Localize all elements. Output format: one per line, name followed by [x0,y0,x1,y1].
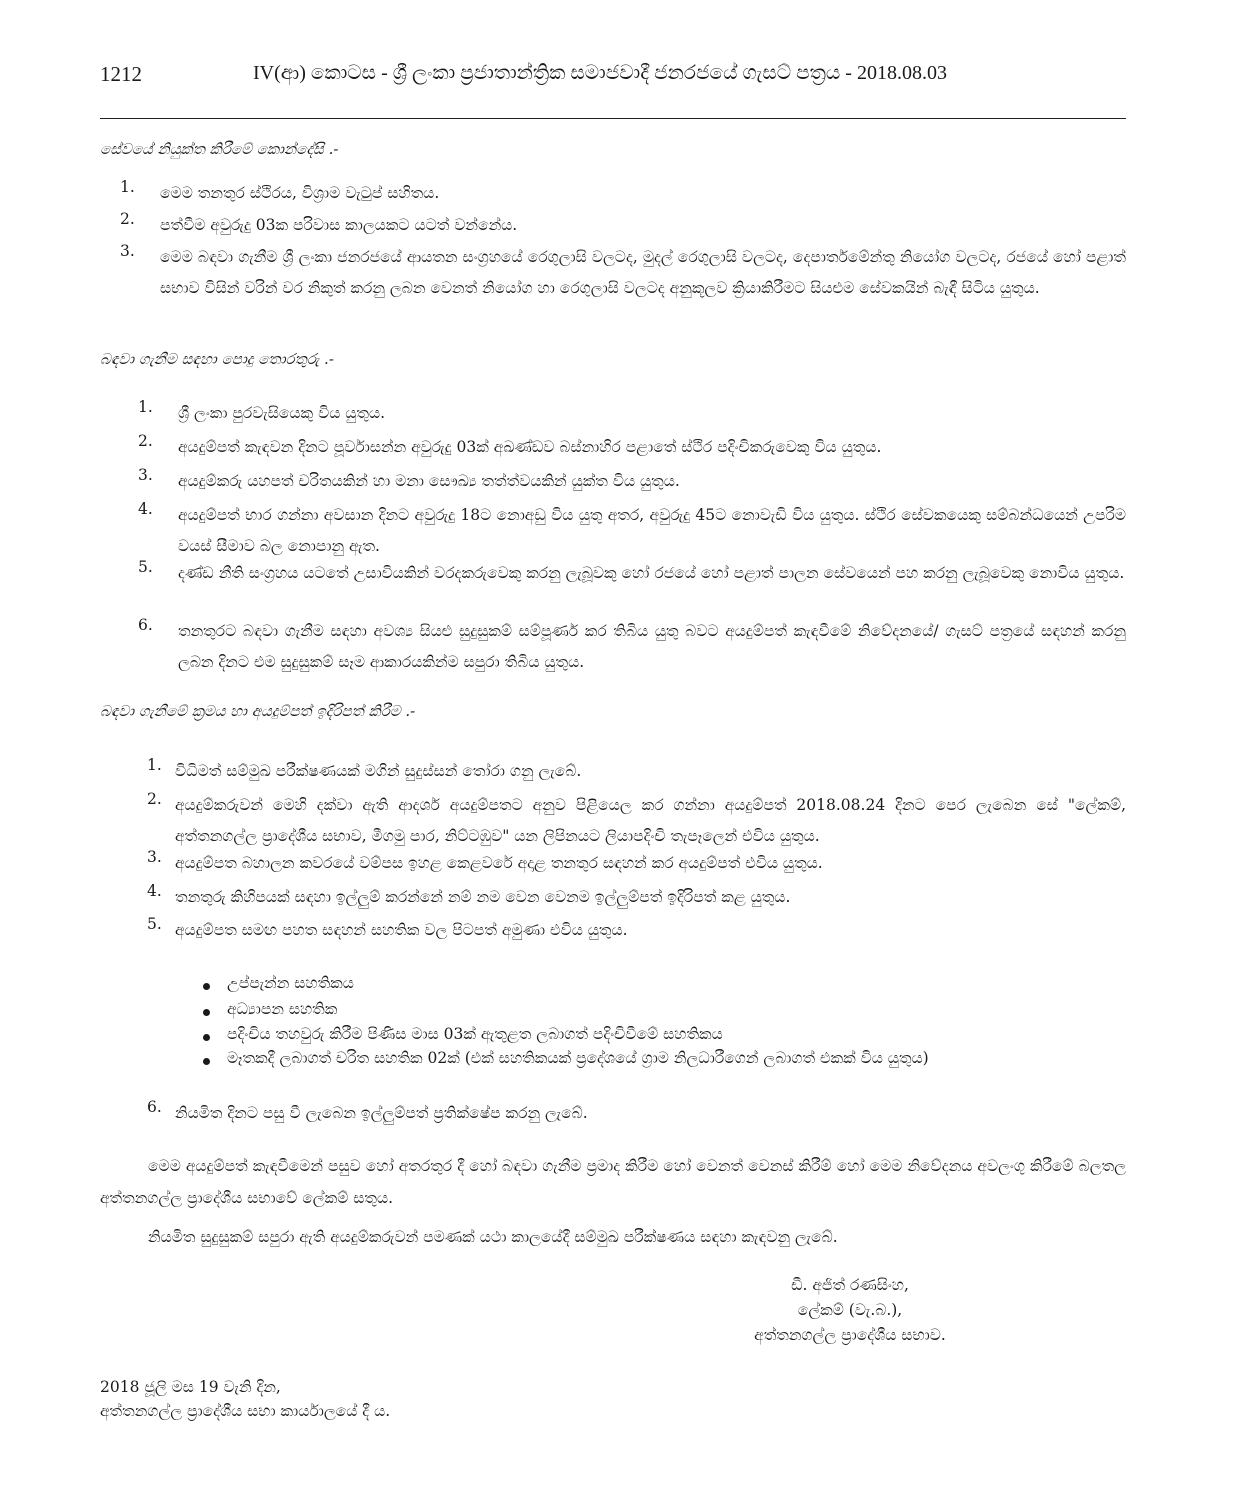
footer-place: අත්තනගල්ල ප්‍රාදේශීය සභා කාර්යාලයේ දී ය. [100,1402,391,1420]
item-number: 3. [138,466,153,484]
closing-paragraph: නියමිත සුදුසුකම් සපුරා ඇති අයදුම්කරුවන් පමණක් යථා කාලයේදී සම්මුඛ පරීක්ෂණය සඳහා කැඳවනු ලැබේ. [148,1228,838,1246]
item-text: නියමිත දිනට පසු වී ලැබෙන ඉල්ලුම්පත් ප්‍රතික්ෂේප කරනු ලැබේ. [175,1104,588,1122]
item-number: 2. [147,790,162,808]
item-number: 3. [120,242,135,260]
item-text: මෙම බඳවා ගැනීම ශ්‍රී ලංකා ජනරජයේ ආයතන සංග්‍රහයේ රෙගුලාසි වලටද, මුදල් රෙගුලාසි වලටද, දෙපාර්තමේන්තු නියෝග වලටද, රජයේ හෝ පළාත් සභාව විසින් වරින් වර නිකුත් කරනු ලබන වෙනත් නියෝග හා රෙගුලාසි වලටද අනුකූලව ක්‍රියාකිරීමට සියළුම සේවකයින් බැඳී සිටිය යුතුය. [160,248,1126,297]
item-number: 1. [120,178,135,196]
item-number: 1. [147,756,162,774]
bullet-dot [203,1034,210,1041]
item-number: 5. [147,915,162,933]
item-number: 5. [138,558,153,576]
item-text: අයදුම්පත බහාලන කවරයේ වම්පස ඉහළ කෙළවරේ අදාළ තනතුර සඳහන් කර අයදුම්පත් එවිය යුතුය. [175,854,823,872]
footer-date: 2018 ජූලි මස 19 වැනි දින, [100,1378,281,1396]
item-text: දණ්ඩ නීති සංග්‍රහය යටතේ උසාවියකින් වරදකරුවෙකු කරනු ලැබූවකු හෝ රජයේ හෝ පළාත් පාලන සේවයෙන් පහ කරනු ලැබූවෙකු නොවිය යුතුය. [178,564,1125,582]
item-text: විධිමත් සම්මුඛ පරීක්ෂණයක් මගින් සුදුස්සන් තෝරා ගනු ලැබේ. [175,762,582,780]
gazette-title: IV(ආ) කොටස - ශ්‍රී ලංකා ප්‍රජාතාන්ත්‍රික සමාජවාදී ජනරජයේ ගැසට් පත්‍රය - 2018.08.03 [253,62,947,84]
item-number: 4. [138,500,153,518]
bullet-text: අධ්‍යාපන සහතික [227,1000,338,1018]
closing-paragraph: මෙම අයදුම්පත් කැඳවීමෙන් පසුව හෝ අතරතුර දී හෝ බඳවා ගැනීම ප්‍රමාද කිරීම හෝ වෙනත් වෙනස් කිරීම් හෝ මෙම නිවේදනය අවලංගු කිරීමේ බලතල අත්තනගල්ල ප්‍රාදේශීය සභාවේ ලේකම් සතුය. [100,1157,1126,1207]
item-number: 6. [138,616,153,634]
item-text: තනතුරු කිහිපයක් සඳහා ඉල්ලුම් කරන්නේ නම් නම වෙන වෙනම ඉල්ලුම්පත් ඉදිරිපත් කළ යුතුය. [175,888,791,906]
bullet-text: මෑතකදී ලබාගත් චරිත සහතික 02ක් (එක් සහතිකයක් ප්‍රදේශයේ ග්‍රාම නිලධාරීගෙන් ලබාගත් එකක් විය යුතුය) [227,1049,929,1067]
general-qualifications-heading: බඳවා ගැනීම සඳහා පොදු තොරතුරු .- [100,350,334,368]
item-number: 2. [138,432,153,450]
item-text: අයදුම්පත් කැඳවන දිනට පූර්වාසන්න අවුරුදු 03ක් අඛණ්ඩව බස්නාහිර පළාතේ ස්ථිර පදිංචිකරුවෙකු විය යුතුය. [178,438,882,456]
signatory-name: ඩී. අජිත් රණසිංහ, [791,1276,909,1294]
item-number: 1. [138,398,153,416]
item-text: තනතුරට බඳවා ගැනීම සඳහා අවශ්‍ය සියළු සුදුසුකම් සම්පූර්ණ කර තිබිය යුතු බවට අයදුම්පත් කැඳවීමේ නිවේදනයේ/ ගැසට් පත්‍රයේ සඳහන් කරනු ලබන දිනට එම සුදුසුකම් සෑම ආකාරයකින්ම සපුරා තිබිය යුතුය. [178,622,1126,671]
signatory-designation: ලේකම් (වැ.බ.), [797,1301,903,1319]
item-number: 4. [147,882,162,900]
item-text: මෙම තනතුර ස්ථිරය, විශ්‍රාම වැටුප් සහිතය. [160,184,440,202]
page-header [100,62,1126,92]
service-conditions-heading: සේවයේ නියුක්ත කිරීමේ කොන්දේසි .- [100,140,339,158]
signatory-office: අත්තනගල්ල ප්‍රාදේශීය සභාව. [754,1326,946,1344]
bullet-dot [203,1058,210,1065]
item-text: අයදුම්කරුවන් මෙහි දක්වා ඇති ආදර්ශ අයදුම්පතට අනුව පිළියෙල කර ගන්නා අයදුම්පත් 2018.08.24 දිනට පෙර ලැබෙන සේ "ලේකම්, අත්තනගල්ල ප්‍රාදේශීය සභාව, මීගමු පාර, නිට්ටඹුව" යන ලිපිනයට ලියාපදිංචි තැපෑලෙන් එවිය යුතුය. [175,796,1126,845]
item-text: අයදුම්පත සමඟ පහත සඳහන් සහතික වල පිටපත් අමුණා එවිය යුතුය. [175,921,628,939]
item-text: ශ්‍රී ලංකා පුරවැසියෙකු විය යුතුය. [178,404,386,422]
application-method-heading: බඳවා ගැනීමේ ක්‍රමය හා අයදුම්පත් ඉදිරිපත් කිරීම .- [100,702,416,720]
bullet-dot [203,1009,210,1016]
item-number: 6. [147,1098,162,1116]
item-text: අයදුම්කරු යහපත් චරිතයකින් හා මනා සෞඛ්‍ය තත්ත්වයකින් යුක්ත විය යුතුය. [178,472,680,490]
bullet-dot [203,983,210,990]
bullet-text: උප්පැන්න සහතිකය [227,974,354,992]
item-number: 2. [120,210,135,228]
item-text: පත්වීම අවුරුදු 03ක පරිවාස කාලයකට යටත් වන්නේය. [160,216,518,234]
item-text: අයදුම්පත් භාර ගන්නා අවසාන දිනට අවුරුදු 18ට නොඅඩු විය යුතු අතර, අවුරුදු 45ට නොවැඩි විය යුතුය. ස්ථිර සේවකයෙකු සම්බන්ධයෙන් උපරිම වයස් සීමාව බල නොපානු ඇත. [178,506,1126,555]
header-rule [100,118,1126,119]
item-number: 3. [147,848,162,866]
page-number: 1212 [100,62,142,86]
bullet-text: පදිංචිය තහවුරු කිරීම පිණිස මාස 03ක් ඇතුළත ලබාගත් පදිංචිවීමේ සහතිකය [227,1025,723,1043]
